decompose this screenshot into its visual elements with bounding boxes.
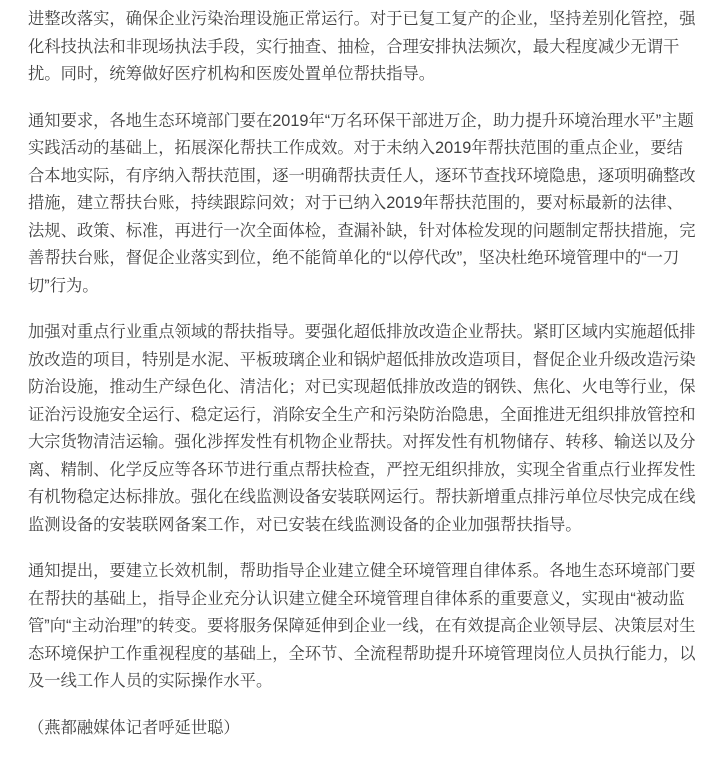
reporter-byline: （燕都融媒体记者呼延世聪） xyxy=(28,718,240,737)
article-paragraph: 通知提出，要建立长效机制，帮助指导企业建立健全环境管理自律体系。各地生态环境部门要在帮扶的基础上，指导企业充分认识建立健全环境管理自律体系的重要意义，实现由“被动监管”向“主动治理”的转变。要将服务保障延伸到企业一线，在有效提高企业领导层、决策层对生态环境保护工作重视程度的基础上，全环节、全流程帮助提升环境管理岗位人员执行能力，以及一线工作人员的实际操作水平。 xyxy=(28,562,696,690)
article-paragraph: 进整改落实，确保企业污染治理设施正常运行。对于已复工复产的企业，坚持差别化管控，强化科技执法和非现场执法手段，实行抽查、抽检，合理安排执法频次，最大程度减少无谓干扰。同时，统筹做好医疗机构和医废处置单位帮扶指导。 xyxy=(28,10,696,83)
article-paragraph: 加强对重点行业重点领域的帮扶指导。要强化超低排放改造企业帮扶。紧盯区域内实施超低排放改造的项目，特别是水泥、平板玻璃企业和锅炉超低排放改造项目，督促企业升级改造污染防治设施，推动生产绿色化、清洁化；对已实现超低排放改造的钢铁、焦化、火电等行业，保证治污设施安全运行、稳定运行，消除安全生产和污染防治隐患，全面推进无组织排放管控和大宗货物清洁运输。强化涉挥发性有机物企业帮扶。对挥发性有机物储存、转移、输送以及分离、精制、化学反应等各环节进行重点帮扶检查，严控无组织排放，实现全省重点行业挥发性有机物稳定达标排放。强化在线监测设备安装联网运行。帮扶新增重点排污单位尽快完成在线监测设备的安装联网备案工作，对已安装在线监测设备的企业加强帮扶指导。 xyxy=(28,323,696,534)
article-paragraph: 通知要求，各地生态环境部门要在2019年“万名环保干部进万企，助力提升环境治理水平”主题实践活动的基础上，拓展深化帮扶工作成效。对于未纳入2019年帮扶范围的重点企业，要结合本地实际，有序纳入帮扶范围，逐一明确帮扶责任人，逐环节查找环境隐患，逐项明确整改措施，建立帮扶台账，持续跟踪问效；对于已纳入2019年帮扶范围的，要对标最新的法律、法规、政策、标准，再进行一次全面体检，查漏补缺，针对体检发现的问题制定帮扶措施，完善帮扶台账，督促企业落实到位，绝不能简单化的“以停代改”，坚决杜绝环境管理中的“一刀切”行为。 xyxy=(28,111,696,295)
